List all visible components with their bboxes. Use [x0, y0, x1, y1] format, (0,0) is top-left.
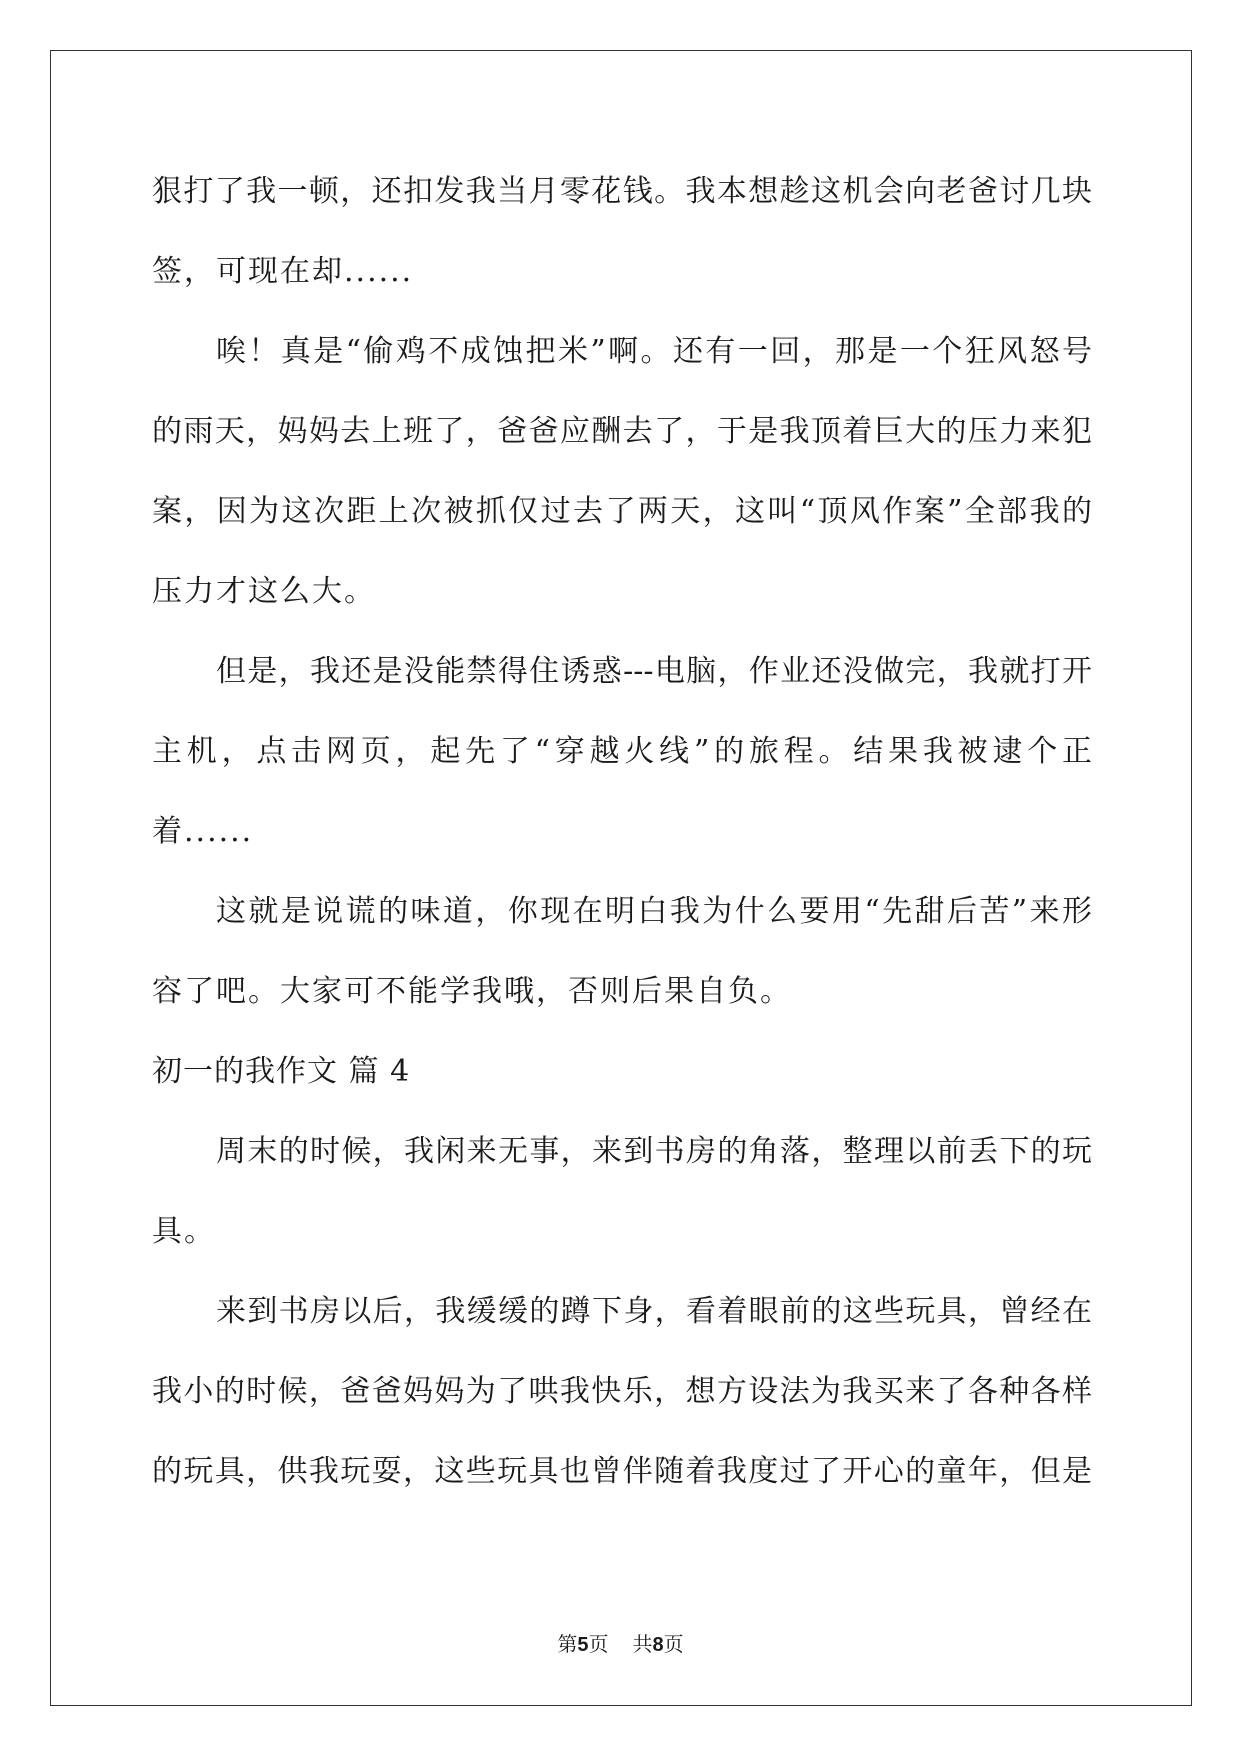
page-current: 5	[577, 1634, 589, 1656]
text-line: 具。	[152, 1214, 216, 1249]
paragraph-start: 来到书房以后，我缓缓的蹲下身，看着眼前的这些玩具，曾经在	[216, 1294, 1092, 1329]
total-suffix: 页	[663, 1632, 684, 1656]
text-line: 的玩具，供我玩耍，这些玩具也曾伴随着我度过了开心的童年，但是	[152, 1454, 1092, 1489]
total-prefix: 共	[632, 1632, 653, 1656]
paragraph-start: 但是，我还是没能禁得住诱惑---电脑，作业还没做完，我就打开	[216, 654, 1092, 689]
text-line: 我小的时候，爸爸妈妈为了哄我快乐，想方设法为我买来了各种各样	[152, 1374, 1092, 1409]
text-line: 案，因为这次距上次被抓仅过去了两天，这叫“顶风作案”全部我的	[152, 494, 1092, 529]
text-line: 压力才这么大。	[152, 574, 376, 609]
page-mid: 页	[588, 1632, 609, 1656]
text-line: 签，可现在却......	[152, 254, 414, 289]
text-line: 狠打了我一顿，还扣发我当月零花钱。我本想趁这机会向老爸讨几块	[152, 174, 1092, 209]
page-footer	[0, 1628, 1241, 1657]
paragraph-start: 周末的时候，我闲来无事，来到书房的角落，整理以前丢下的玩	[216, 1134, 1092, 1169]
paragraph-start: 这就是说谎的味道，你现在明白我为什么要用“先甜后苦”来形	[216, 894, 1092, 929]
section-heading: 初一的我作文 篇 4	[152, 1054, 411, 1089]
page-total: 8	[652, 1634, 664, 1656]
text-line: 的雨天，妈妈去上班了，爸爸应酬去了，于是我顶着巨大的压力来犯	[152, 414, 1092, 449]
document-body	[152, 152, 1092, 1512]
text-line: 主机，点击网页，起先了“穿越火线”的旅程。结果我被逮个正	[152, 734, 1092, 769]
paragraph-start: 唉！真是“偷鸡不成蚀把米”啊。还有一回，那是一个狂风怒号	[216, 334, 1092, 369]
text-line: 容了吧。大家可不能学我哦，否则后果自负。	[152, 974, 792, 1009]
page-prefix: 第	[557, 1632, 578, 1656]
text-line: 着......	[152, 814, 254, 849]
